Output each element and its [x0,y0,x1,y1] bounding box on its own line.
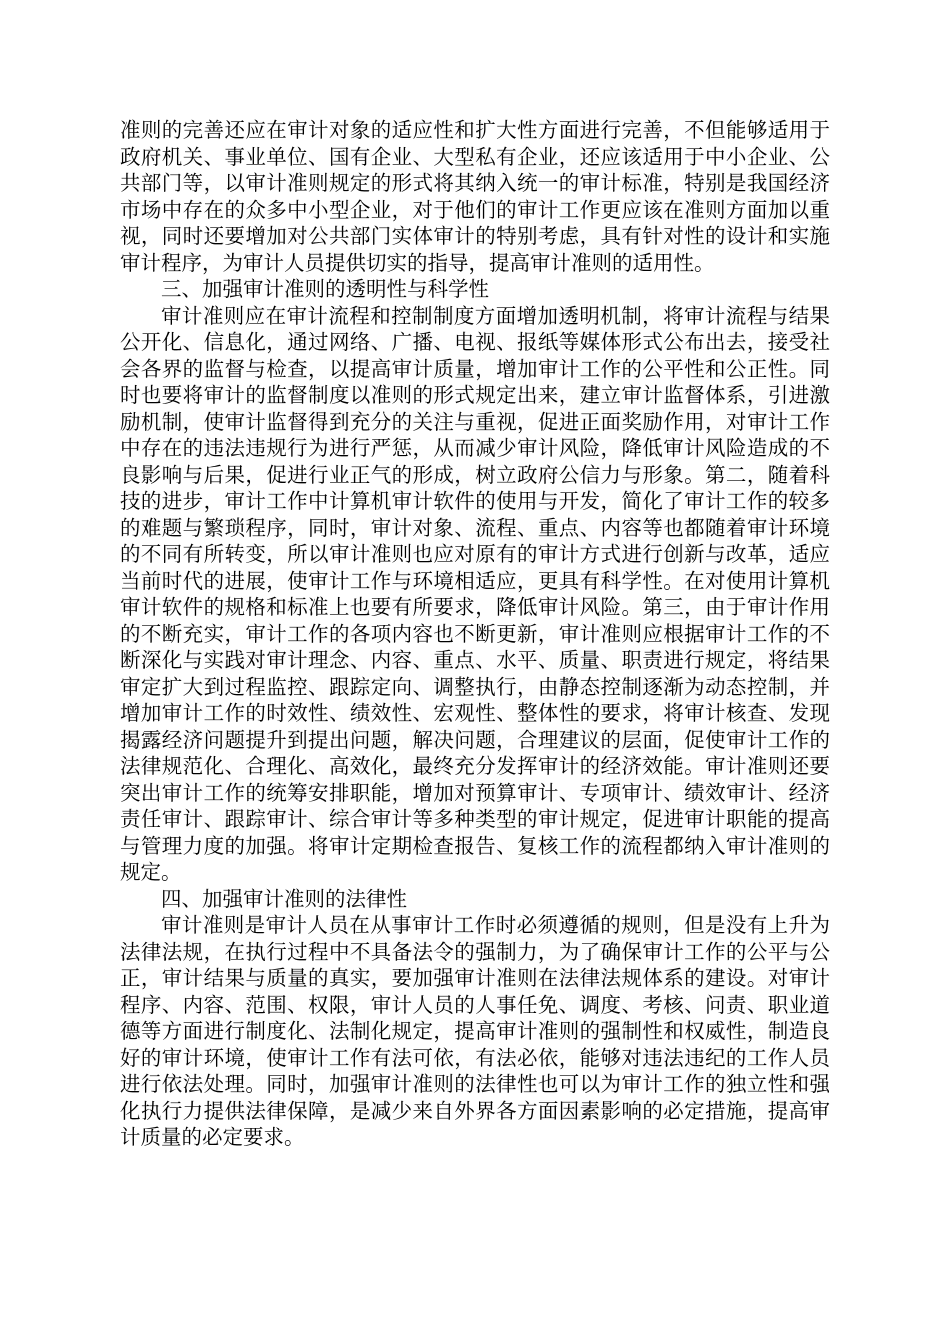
paragraph-legality: 审计准则是审计人员在从事审计工作时必须遵循的规则，但是没有上升为法律法规，在执行过程中不具备法令的强制力，为了确保审计工作的公平与公正，审计结果与质量的真实，要加强审计准则在法律法规体系的建设。对审计程序、内容、范围、权限，审计人员的人事任免、调度、考核、问责、职业道德等方面进行制度化、法制化规定，提高审计准则的强制性和权威性，制造良好的审计环境，使审计工作有法可依，有法必依，能够对违法违纪的工作人员进行依法处理。同时，加强审计准则的法律性也可以为审计工作的独立性和强化执行力提供法律保障，是减少来自外界各方面因素影响的必定措施，提高审计质量的必定要求。 [120,913,830,1149]
paragraph-continuation: 准则的完善还应在审计对象的适应性和扩大性方面进行完善，不但能够适用于政府机关、事业单位、国有企业、大型私有企业，还应该适用于中小企业、公共部门等，以审计准则规定的形式将其纳入统一的审计标准，特别是我国经济市场中存在的众多中小型企业，对于他们的审计工作更应该在准则方面加以重视，同时还要增加对公共部门实体审计的特别考虑，具有针对性的设计和实施审计程序，为审计人员提供切实的指导，提高审计准则的适用性。 [120,118,830,275]
document-page [120,117,830,1151]
paragraph-transparency: 审计准则应在审计流程和控制制度方面增加透明机制，将审计流程与结果公开化、信息化，通过网络、广播、电视、报纸等媒体形式公布出去，接受社会各界的监督与检查，以提高审计质量，增加审计工作的公平性和公正性。同时也要将审计的监督制度以准则的形式规定出来，建立审计监督体系，引进激励机制，使审计监督得到充分的关注与重视，促进正面奖励作用，对审计工作中存在的违法违规行为进行严惩，从而减少审计风险，降低审计风险造成的不良影响与后果，促进行业正气的形成，树立政府公信力与形象。第二，随着科技的进步，审计工作中计算机审计软件的使用与开发，简化了审计工作的较多的难题与繁琐程序，同时，审计对象、流程、重点、内容等也都随着审计环境的不同有所转变，所以审计准则也应对原有的审计方式进行创新与改革，适应当前时代的进展，使审计工作与环境相适应，更具有科学性。在对使用计算机审计软件的规格和标准上也要有所要求，降低审计风险。第三，由于审计作用的不断充实，审计工作的各项内容也不断更新，审计准则应根据审计工作的不断深化与实践对审计理念、内容、重点、水平、质量、职责进行规定，将结果审定扩大到过程监控、跟踪定向、调整执行，由静态控制逐渐为动态控制，并增加审计工作的时效性、绩效性、宏观性、整体性的要求，将审计核查、发现揭露经济问题提升到提出问题，解决问题，合理建议的层面，促使审计工作的法律规范化、合理化、高效化，最终充分发挥审计的经济效能。审计准则还要突出审计工作的统筹安排职能，增加对预算审计、专项审计、绩效审计、经济责任审计、跟踪审计、综合审计等多种类型的审计规定，促进审计职能的提高与管理力度的加强。将审计定期检查报告、复核工作的流程都纳入审计准则的规定。 [120,303,830,884]
section-heading-3: 三、加强审计准则的透明性与科学性 [161,277,489,301]
section-heading-4: 四、加强审计准则的法律性 [161,886,407,911]
